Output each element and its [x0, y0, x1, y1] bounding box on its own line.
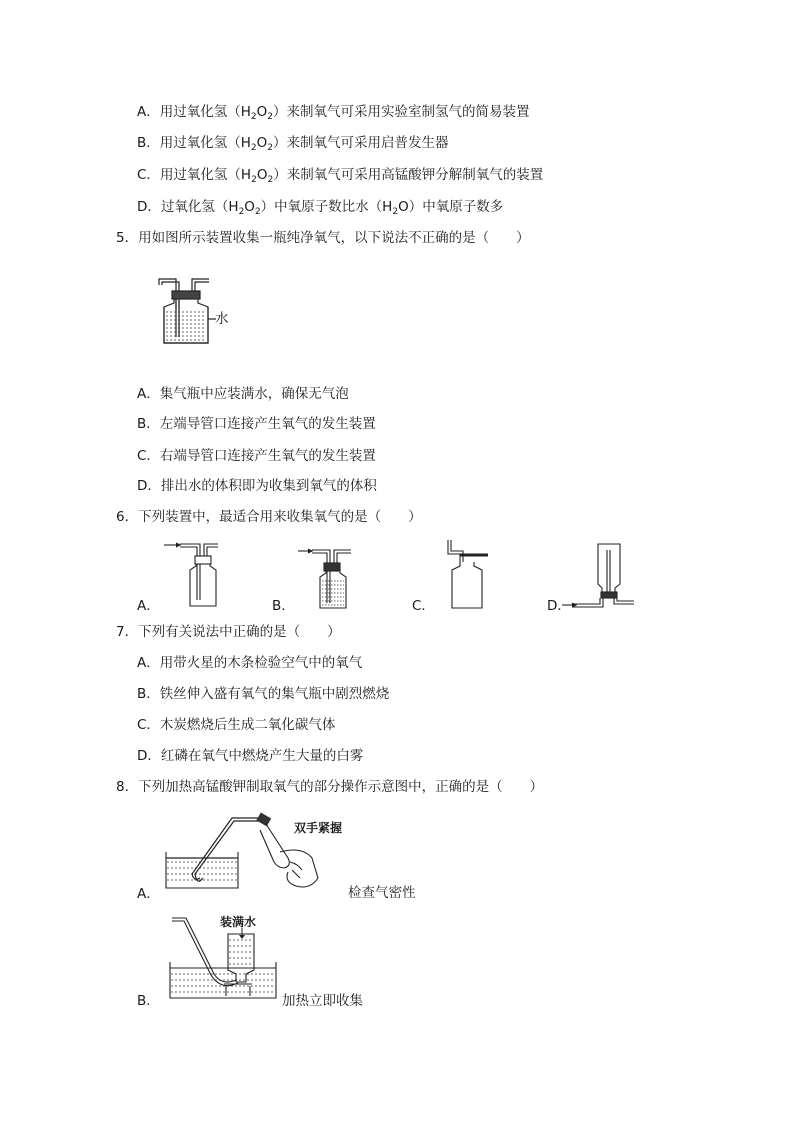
- q5-option-b: B．左端导管口连接产生氧气的发生装置: [137, 416, 376, 432]
- q8-letter-a: A．: [137, 886, 160, 902]
- q5-stem: 5．用如图所示装置收集一瓶纯净氧气，以下说法不正确的是（ ）: [116, 230, 530, 246]
- q6-letter-d: D．: [547, 598, 571, 614]
- q8-b-arrow-icon: [238, 928, 246, 940]
- q6-figure-d: [560, 540, 640, 612]
- q5-option-c: C．右端导管口连接产生氧气的发生装置: [137, 448, 376, 464]
- q7-stem: 7．下列有关说法中正确的是（ ）: [116, 624, 341, 640]
- q4-option-c: C．用过氧化氢$(H_2O_2)$来制氧气可采用高锰酸钾分解制氧气的装置: [137, 167, 544, 185]
- q4-option-d: D．过氧化氢$(H_2O_2)$中氧原子数比水$(H_2O)$中氧原子数多: [137, 199, 504, 217]
- q7-option-a: A．用带火星的木条检验空气中的氧气: [137, 655, 363, 671]
- q7-option-c: C．木炭燃烧后生成二氧化碳气体: [137, 717, 336, 733]
- q8-stem: 8．下列加热高锰酸钾制取氧气的部分操作示意图中，正确的是（ ）: [116, 779, 544, 795]
- q5-option-a: A．集气瓶中应装满水，确保无气泡: [137, 386, 349, 402]
- q6-figure-a: [160, 540, 230, 610]
- q8-letter-b: B．: [137, 993, 160, 1009]
- q4-option-b: B．用过氧化氢$(H_2O_2)$来制氧气可采用启普发生器: [137, 135, 449, 153]
- q6-letter-c: C．: [412, 598, 435, 614]
- q8-b-water-label: 装满水: [220, 915, 257, 929]
- q4-option-a: A．用过氧化氢$(H_2O_2)$来制氧气可采用实验室制氢气的简易装置: [137, 104, 530, 122]
- q8-b-caption: 加热立即收集: [282, 993, 363, 1009]
- q6-stem: 6．下列装置中，最适合用来收集氧气的是（ ）: [116, 509, 422, 525]
- q8-a-hand-label: 双手紧握: [294, 821, 343, 835]
- q5-water-label: 水: [215, 311, 229, 327]
- q6-figure-b: [296, 545, 366, 611]
- q8-a-caption: 检查气密性: [348, 885, 416, 901]
- q6-letter-a: A．: [137, 598, 160, 614]
- q6-letter-b: B．: [272, 598, 295, 614]
- q5-option-d: D．排出水的体积即为收集到氧气的体积: [137, 478, 377, 494]
- q6-figure-c: [440, 538, 500, 612]
- q7-option-d: D．红磷在氧气中燃烧产生大量的白雾: [137, 748, 364, 764]
- q7-option-b: B．铁丝伸入盛有氧气的集气瓶中剧烈燃烧: [137, 686, 390, 702]
